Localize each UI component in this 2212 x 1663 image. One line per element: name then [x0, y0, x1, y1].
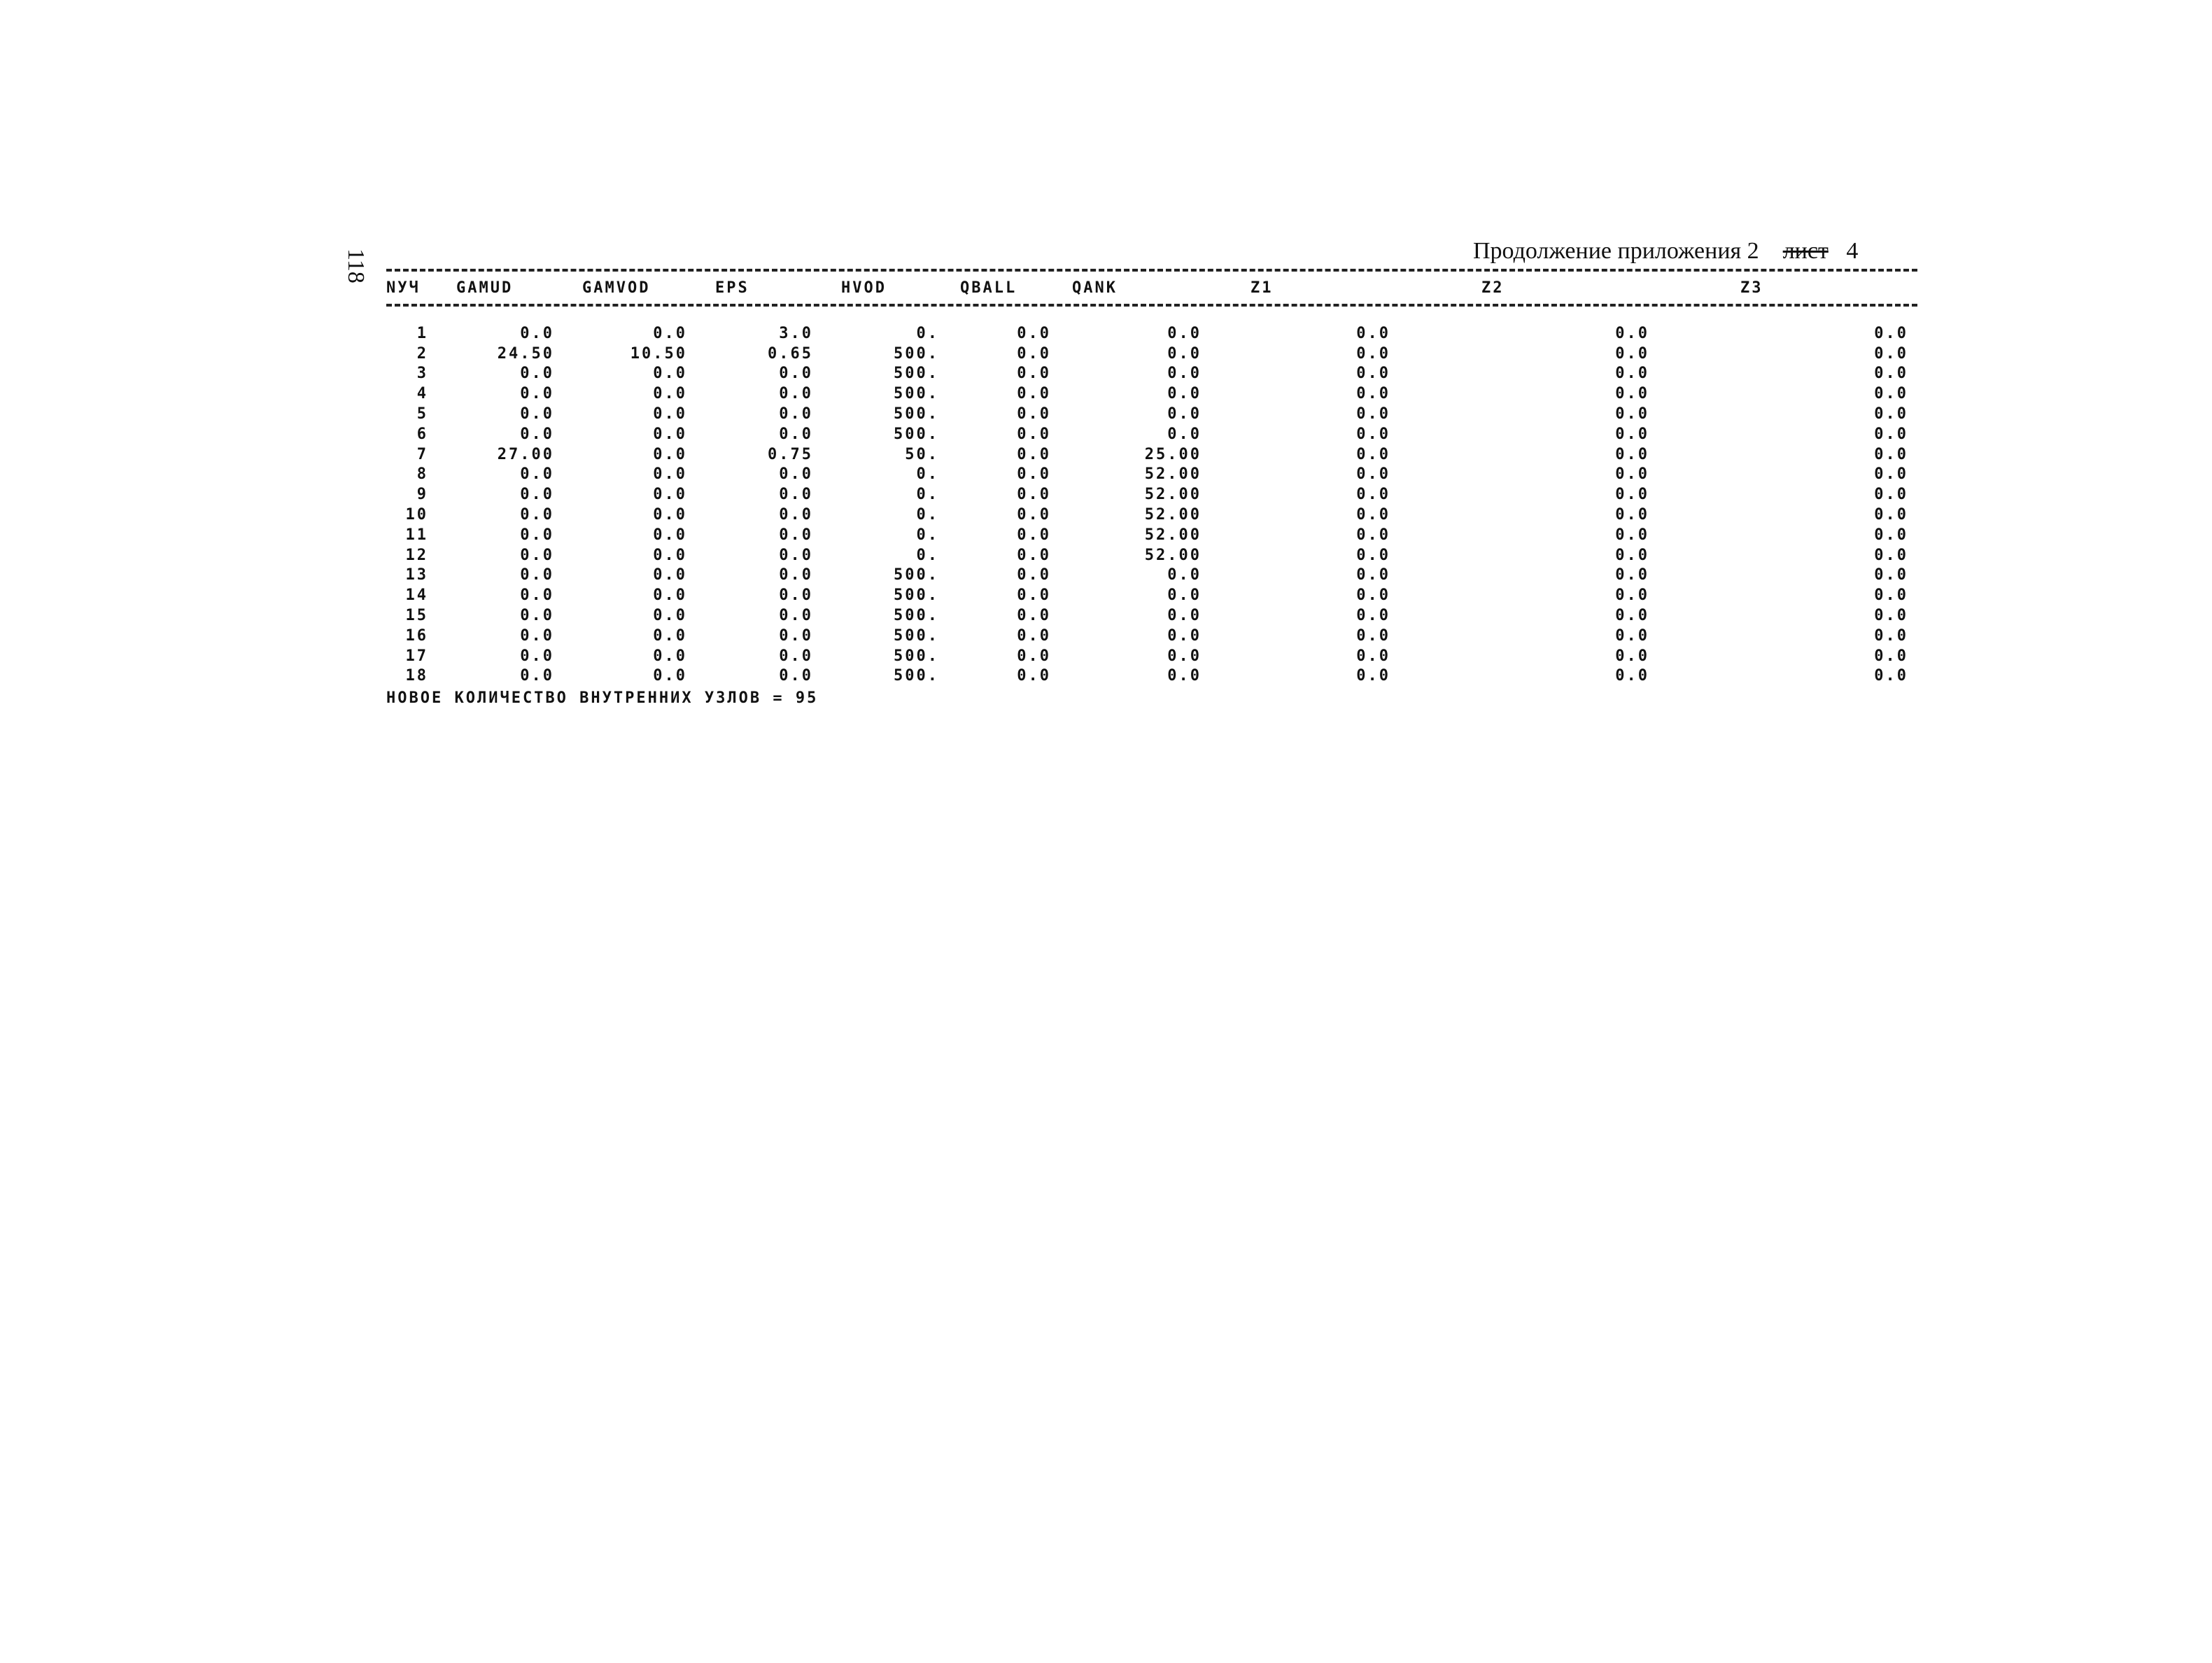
table-cell: 0.0 [520, 566, 554, 584]
table-cell: 0.0 [1615, 405, 1649, 423]
col-header-qball: QBALL [960, 279, 1017, 297]
table-cell: 0.0 [1167, 385, 1202, 403]
table-cell: 0.0 [1615, 566, 1649, 584]
col-header-gamvod: GAMVOD [582, 279, 651, 297]
table-cell: 0.0 [779, 425, 813, 443]
table-cell: 0.0 [1017, 465, 1051, 484]
table-cell: 0.0 [1356, 425, 1390, 443]
table-cell: 0.0 [1167, 626, 1202, 645]
table-cell: 0.0 [1874, 324, 1908, 342]
table-cell: 0. [916, 546, 939, 564]
table-cell: 0.0 [1874, 425, 1908, 443]
table-cell: 0. [916, 486, 939, 504]
table-cell: 0.0 [1615, 607, 1649, 625]
table-cell: 0.0 [1017, 607, 1051, 625]
table-cell: 0.0 [1356, 324, 1390, 342]
table-row [386, 404, 1999, 424]
table-row [386, 444, 1999, 465]
table-cell: 0.0 [1167, 365, 1202, 383]
table-cell: 0.0 [1874, 506, 1908, 524]
table-cell: 25.00 [1144, 445, 1202, 463]
table-row [386, 424, 1999, 444]
table-cell: 0.0 [1356, 526, 1390, 544]
table-cell: 0.0 [653, 425, 687, 443]
table-row [386, 566, 1999, 586]
table-row [386, 364, 1999, 384]
table-cell: 0.0 [520, 405, 554, 423]
table-cell: 4 [416, 385, 428, 403]
table-cell: 0.0 [1356, 647, 1390, 665]
table-cell: 18 [405, 667, 428, 685]
col-header-z2: Z2 [1481, 279, 1505, 297]
table-cell: 0.0 [653, 566, 687, 584]
table-row [386, 626, 1999, 646]
table-cell: 0.0 [1356, 465, 1390, 484]
table-row [386, 525, 1999, 545]
table-cell: 0.0 [779, 626, 813, 645]
table-cell: 7 [416, 445, 428, 463]
table-cell: 0.0 [1017, 566, 1051, 584]
table-cell: 0.0 [520, 425, 554, 443]
table-row [386, 646, 1999, 666]
table-cell: 5 [416, 405, 428, 423]
table-cell: 0.0 [779, 385, 813, 403]
table-cell: 0.0 [1874, 344, 1908, 363]
col-header-nuch: NУЧ [386, 279, 421, 297]
table-cell: 0.0 [779, 526, 813, 544]
table-cell: 3.0 [779, 324, 813, 342]
table-cell: 0.0 [653, 465, 687, 484]
table-cell: 0.0 [653, 667, 687, 685]
table-cell: 0.0 [653, 626, 687, 645]
table-cell: 0.0 [1874, 445, 1908, 463]
table-row [386, 545, 1999, 566]
col-header-hvod: HVOD [841, 279, 887, 297]
table-cell: 12 [405, 546, 428, 564]
table-header-row [386, 274, 1999, 308]
table-cell: 0.0 [1017, 546, 1051, 564]
table-cell: 0.0 [1017, 344, 1051, 363]
table-cell: 0.0 [520, 526, 554, 544]
table-cell: 0.0 [1356, 607, 1390, 625]
sheet-word: лист [1782, 238, 1829, 264]
table-cell: 500. [894, 587, 939, 605]
continuation-header [1473, 238, 1858, 265]
table-cell: 500. [894, 405, 939, 423]
data-table [386, 274, 1999, 686]
table-cell: 10 [405, 506, 428, 524]
col-header-gamud: GAMUD [456, 279, 514, 297]
table-cell: 0.0 [1615, 667, 1649, 685]
table-cell: 27.00 [497, 445, 554, 463]
table-cell: 0.0 [1874, 526, 1908, 544]
table-row [386, 308, 1999, 344]
table-cell: 0.0 [1874, 385, 1908, 403]
table-cell: 0.0 [1356, 344, 1390, 363]
table-cell: 0.0 [1356, 445, 1390, 463]
table-cell: 2 [416, 344, 428, 363]
table-cell: 0.0 [1356, 365, 1390, 383]
table-cell: 0.0 [1356, 385, 1390, 403]
table-cell: 0.0 [1615, 626, 1649, 645]
table-cell: 0.0 [779, 667, 813, 685]
table-cell: 0.0 [653, 526, 687, 544]
table-cell: 9 [416, 486, 428, 504]
table-cell: 0.0 [779, 546, 813, 564]
table-cell: 0.0 [653, 546, 687, 564]
table-cell: 0.0 [1017, 587, 1051, 605]
table-row [386, 384, 1999, 404]
table-row [386, 465, 1999, 485]
page-number: 118 [343, 248, 369, 283]
table-cell: 15 [405, 607, 428, 625]
table-cell: 0.0 [779, 607, 813, 625]
table-cell: 0.0 [779, 365, 813, 383]
table-cell: 500. [894, 566, 939, 584]
table-cell: 0.0 [1017, 365, 1051, 383]
table-cell: 0.0 [1615, 506, 1649, 524]
table-cell: 0.0 [1615, 647, 1649, 665]
table-cell: 0.0 [1615, 587, 1649, 605]
table-cell: 500. [894, 365, 939, 383]
table-cell: 0.75 [768, 445, 813, 463]
table-cell: 10.50 [630, 344, 687, 363]
table-cell: 1 [416, 324, 428, 342]
continuation-text: Продолжение приложения 2 [1473, 238, 1759, 264]
table-cell: 16 [405, 626, 428, 645]
col-header-z3: Z3 [1740, 279, 1763, 297]
table-cell: 500. [894, 647, 939, 665]
table-cell: 3 [416, 365, 428, 383]
table-cell: 0.0 [1874, 365, 1908, 383]
table-cell: 0. [916, 506, 939, 524]
table-cell: 500. [894, 667, 939, 685]
table-cell: 0.0 [1615, 486, 1649, 504]
table-cell: 0.0 [1017, 405, 1051, 423]
table-cell: 11 [405, 526, 428, 544]
table-cell: 0.0 [1167, 587, 1202, 605]
table-cell: 0.0 [1356, 486, 1390, 504]
table-cell: 0.0 [1356, 626, 1390, 645]
table-cell: 0.0 [1874, 546, 1908, 564]
table-cell: 0.0 [1874, 486, 1908, 504]
table-cell: 0. [916, 526, 939, 544]
table-cell: 0.0 [1874, 405, 1908, 423]
table-cell: 52.00 [1144, 546, 1202, 564]
table-cell: 0.0 [1615, 365, 1649, 383]
table-cell: 0.0 [653, 365, 687, 383]
table-cell: 0.0 [1615, 445, 1649, 463]
table-cell: 0.0 [1017, 445, 1051, 463]
table-cell: 0.0 [653, 405, 687, 423]
table-cell: 0.0 [653, 647, 687, 665]
table-cell: 13 [405, 566, 428, 584]
table-cell: 0.0 [1356, 587, 1390, 605]
table-cell: 14 [405, 587, 428, 605]
table-cell: 0.0 [520, 506, 554, 524]
table-cell: 0.0 [520, 587, 554, 605]
table-cell: 0.0 [1017, 385, 1051, 403]
table-row [386, 484, 1999, 505]
table-cell: 0.0 [520, 546, 554, 564]
table-cell: 0.0 [1874, 587, 1908, 605]
table-cell: 0.0 [779, 405, 813, 423]
table-cell: 0.0 [1167, 647, 1202, 665]
table-cell: 0.0 [1874, 566, 1908, 584]
table-cell: 0.0 [1167, 344, 1202, 363]
table-cell: 0.0 [1356, 566, 1390, 584]
dashed-rule-top [386, 269, 1917, 272]
table-cell: 0.0 [653, 324, 687, 342]
table-cell: 0.0 [1167, 324, 1202, 342]
table-cell: 0.0 [1017, 626, 1051, 645]
table-cell: 0.0 [1615, 324, 1649, 342]
table-cell: 0.0 [1615, 344, 1649, 363]
table-cell: 0.0 [779, 587, 813, 605]
table-cell: 0.0 [1615, 526, 1649, 544]
table-cell: 0.0 [1356, 667, 1390, 685]
table-cell: 0.0 [1356, 405, 1390, 423]
table-cell: 0.0 [1615, 425, 1649, 443]
col-header-qank: QANK [1072, 279, 1118, 297]
table-cell: 0.0 [653, 486, 687, 504]
table-cell: 0.0 [1167, 566, 1202, 584]
table-cell: 0.0 [1167, 667, 1202, 685]
table-cell: 0.65 [768, 344, 813, 363]
table-cell: 0.0 [1615, 385, 1649, 403]
table-cell: 500. [894, 344, 939, 363]
table-cell: 0.0 [520, 385, 554, 403]
table-cell: 0.0 [653, 506, 687, 524]
table-cell: 500. [894, 385, 939, 403]
table-cell: 0.0 [520, 365, 554, 383]
table-cell: 0.0 [520, 647, 554, 665]
table-cell: 8 [416, 465, 428, 484]
table-cell: 0.0 [1874, 465, 1908, 484]
table-cell: 0.0 [1017, 425, 1051, 443]
table-cell: 6 [416, 425, 428, 443]
table-cell: 500. [894, 425, 939, 443]
table-cell: 0.0 [1167, 425, 1202, 443]
table-cell: 50. [905, 445, 939, 463]
table-row [386, 666, 1999, 687]
table-cell: 0.0 [779, 566, 813, 584]
table-cell: 52.00 [1144, 526, 1202, 544]
table-cell: 0.0 [1017, 324, 1051, 342]
table-cell: 0.0 [1874, 667, 1908, 685]
col-header-eps: EPS [715, 279, 749, 297]
table-cell: 0.0 [779, 486, 813, 504]
table-cell: 0.0 [653, 385, 687, 403]
table-cell: 0.0 [1017, 667, 1051, 685]
table-cell: 52.00 [1144, 465, 1202, 484]
table-body [386, 308, 1999, 686]
table-cell: 0.0 [1874, 607, 1908, 625]
table-cell: 0.0 [1874, 647, 1908, 665]
table-cell: 0.0 [1356, 546, 1390, 564]
table-cell: 0.0 [1167, 405, 1202, 423]
table-cell: 52.00 [1144, 506, 1202, 524]
table-cell: 0.0 [1874, 626, 1908, 645]
table-cell: 0.0 [1615, 546, 1649, 564]
table-cell: 0.0 [520, 667, 554, 685]
table-row [386, 344, 1999, 364]
table-cell: 500. [894, 626, 939, 645]
table-cell: 0.0 [779, 506, 813, 524]
table-cell: 0.0 [653, 607, 687, 625]
table-cell: 24.50 [497, 344, 554, 363]
table-cell: 17 [405, 647, 428, 665]
table-cell: 0.0 [520, 486, 554, 504]
table-cell: 0.0 [1017, 647, 1051, 665]
table-cell: 0. [916, 324, 939, 342]
table-cell: 0.0 [1017, 526, 1051, 544]
table-cell: 0.0 [520, 324, 554, 342]
table-cell: 0.0 [653, 587, 687, 605]
table-row [386, 605, 1999, 626]
table-cell: 0. [916, 465, 939, 484]
table-cell: 0.0 [779, 647, 813, 665]
table-cell: 0.0 [1167, 607, 1202, 625]
table-cell: 0.0 [520, 607, 554, 625]
col-header-z1: Z1 [1251, 279, 1274, 297]
table-cell: 0.0 [1017, 486, 1051, 504]
table-cell: 0.0 [653, 445, 687, 463]
table-cell: 0.0 [779, 465, 813, 484]
table-cell: 0.0 [1356, 506, 1390, 524]
table-cell: 0.0 [520, 626, 554, 645]
table-cell: 0.0 [520, 465, 554, 484]
footer-summary: НОВОЕ КОЛИЧЕСТВО ВНУТРЕННИХ УЗЛОВ = 95 [386, 689, 819, 707]
table-row [386, 585, 1999, 605]
sheet-number: 4 [1846, 238, 1859, 264]
table-cell: 52.00 [1144, 486, 1202, 504]
table-cell: 500. [894, 607, 939, 625]
table-cell: 0.0 [1017, 506, 1051, 524]
table-cell: 0.0 [1615, 465, 1649, 484]
table-row [386, 505, 1999, 525]
